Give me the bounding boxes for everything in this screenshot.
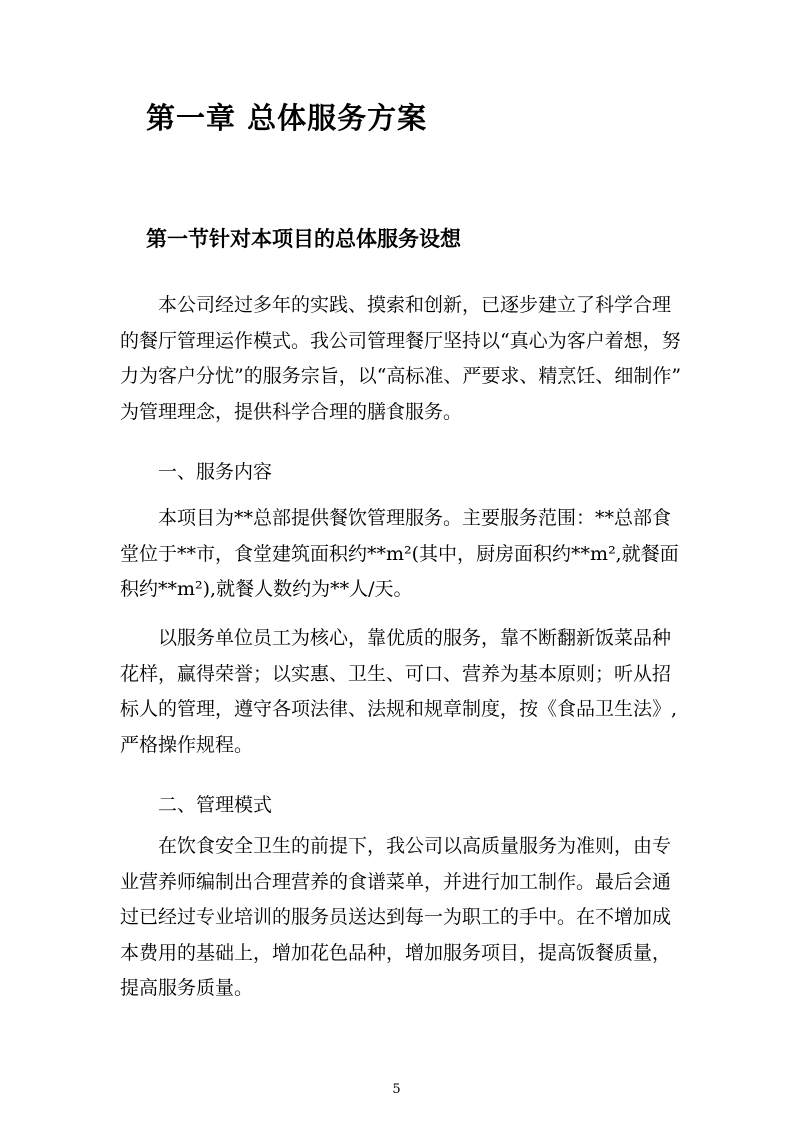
- paragraph-management: [120, 829, 680, 1007]
- paragraph-line: 在饮食安全卫生的前提下，我公司以高质量服务为准则，由专: [158, 835, 672, 857]
- paragraph-intro: [120, 288, 680, 430]
- heading-management-mode: 二、管理模式: [158, 794, 273, 816]
- paragraph-line: 提高服务质量。: [120, 977, 254, 999]
- heading-service-content: 一、服务内容: [158, 461, 273, 483]
- paragraph-line: 堂位于**市，食堂建筑面积约**m²(其中，厨房面积约**m²,就餐面: [120, 542, 679, 565]
- paragraph-line: 的餐厅管理运作模式。我公司管理餐厅坚持以“真心为客户着想，努: [120, 329, 681, 352]
- section-title: 第一节针对本项目的总体服务设想: [146, 226, 461, 251]
- paragraph-line: 过已经过专业培训的服务员送达到每一为职工的手中。在不增加成: [120, 906, 672, 928]
- paragraph-service-principles: [120, 621, 680, 763]
- paragraph-line: 积约**m²),就餐人数约为**人/天。: [120, 578, 413, 600]
- paragraph-line: 以服务单位员工为核心，靠优质的服务，靠不断翻新饭菜品种: [158, 627, 672, 649]
- page-number: 5: [392, 1082, 401, 1097]
- paragraph-line: 花样，赢得荣誉；以实惠、卫生、可口、营养为基本原则；听从招: [120, 662, 672, 685]
- paragraph-line: 力为客户分忧”的服务宗旨，以“高标准、严要求、精烹饪、细制作”: [120, 365, 682, 387]
- chapter-title: 第一章 总体服务方案: [146, 101, 428, 135]
- paragraph-line: 本项目为**总部提供餐饮管理服务。主要服务范围：**总部食: [158, 507, 672, 529]
- paragraph-line: 业营养师编制出合理营养的食谱菜单，并进行加工制作。最后会通: [120, 870, 672, 893]
- paragraph-service-scope: [120, 501, 680, 608]
- paragraph-line: 严格操作规程。: [120, 733, 254, 756]
- paragraph-line: 本费用的基础上，增加花色品种，增加服务项目，提高饭餐质量，: [120, 941, 672, 964]
- paragraph-line: 为管理理念，提供科学合理的膳食服务。: [120, 400, 463, 423]
- paragraph-line: 标人的管理，遵守各项法律、法规和规章制度，按《食品卫生法》,: [120, 698, 678, 720]
- paragraph-line: 本公司经过多年的实践、摸索和创新，已逐步建立了科学合理: [158, 294, 672, 316]
